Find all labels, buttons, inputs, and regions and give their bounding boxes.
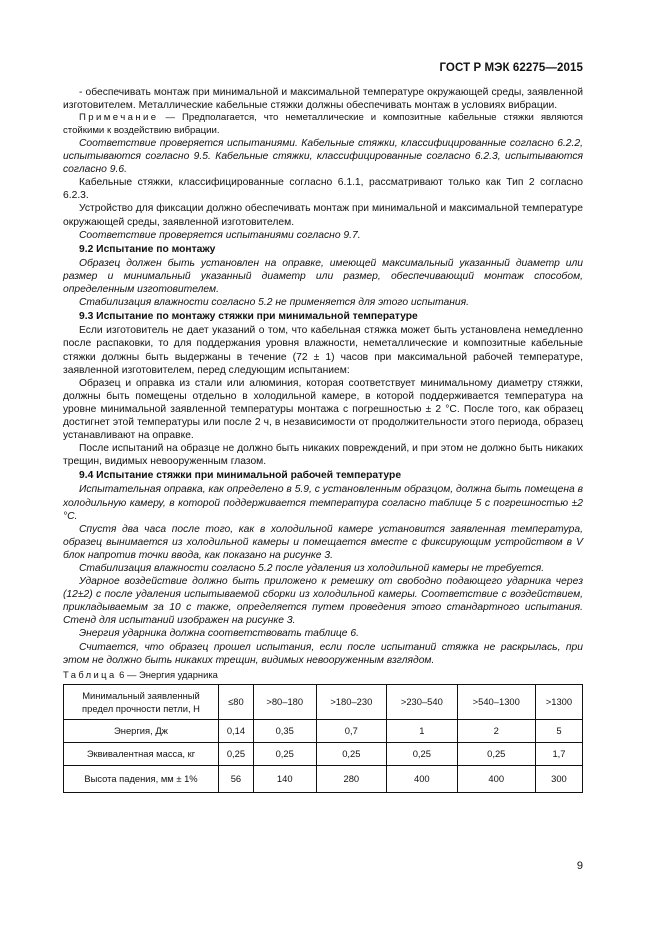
table-cell: 0,35: [253, 719, 316, 742]
table-header-cell: >230–540: [387, 684, 458, 719]
paragraph: Образец и оправка из стали или алюминия, которая соответствует минимальному диаметру стяжки, должны быть помещены отдельно в холодильной камере, в которой поддерживается температура на уровне минимальной заявленной температуры монтажа с погрешностью ± 2 °С. После того, как образец достигнет этой температуры или после 2 ч, в независимости от продолжительности этого периода, образец устанавливают на оправке.: [63, 377, 583, 442]
table-caption: [63, 668, 583, 681]
table-cell: 140: [253, 765, 316, 792]
section-heading-9-4: 9.4 Испытание стяжки при минимальной рабочей температуре: [79, 470, 402, 482]
paragraph: Испытательная оправка, как определено в 5.9, с установленным образцом, должна быть помещена в холодильную камеру, в которой поддерживается температура согласно таблице 5 с погрешностью ±2 °С.: [63, 484, 583, 522]
table-header-cell: >540–1300: [457, 684, 535, 719]
table-cell: 0,25: [253, 742, 316, 765]
table-cell: 5: [535, 719, 582, 742]
table-cell: 1: [387, 719, 458, 742]
note-label: Примечание: [79, 112, 159, 124]
table-caption-text: 6 — Энергия ударника: [116, 668, 218, 680]
table-header-cell: >1300: [535, 684, 582, 719]
paragraph: Если изготовитель не дает указаний о том, что кабельная стяжка может быть установлена немедленно после распаковки, то для поддержания уровня влажности, неметаллические и композитные кабельные стяжки должны быть выдержаны в течение (72 ± 1) часов при максимальной рабочей температуре, заявленной изготовителем, перед следующим испытанием:: [63, 325, 583, 376]
table-cell: 300: [535, 765, 582, 792]
page-number: 9: [576, 860, 583, 872]
table-cell: 0,14: [219, 719, 254, 742]
paragraph: Стабилизация влажности согласно 5.2 не применяется для этого испытания.: [79, 297, 469, 309]
table-cell: 0,25: [219, 742, 254, 765]
table-cell: 280: [316, 765, 387, 792]
table-header-cell: >80–180: [253, 684, 316, 719]
table-header-cell: Минимальный заявленный предел прочности петли, Н: [64, 684, 219, 719]
section-heading-9-2: 9.2 Испытание по монтажу: [79, 243, 216, 255]
paragraph: Образец должен быть установлен на оправке, имеющей максимальный указанный диаметр или размер и минимальный указанный диаметр или размер, обеспечивающий монтаж способом, определенным изготовителем.: [63, 257, 583, 296]
table-cell: 0,7: [316, 719, 387, 742]
table-row: [64, 742, 583, 765]
table-cell: Высота падения, мм ± 1%: [64, 765, 219, 792]
table-cell: 1,7: [535, 742, 582, 765]
paragraph: Энергия ударника должна соответствовать таблице 6.: [79, 628, 359, 640]
table-cell: 0,25: [316, 742, 387, 765]
paragraph: Спустя два часа после того, как в холодильной камере установится заявленная температура, образец вынимается из холодильной камеры и помещается вместе с фиксирующим устройством в V блок напротив точки ввода, как показано на рисунке 3.: [63, 523, 583, 561]
table-cell: 400: [387, 765, 458, 792]
paragraph: Кабельные стяжки, классифицированные согласно 6.1.1, рассматривают только как Тип 2 согласно 6.2.3.: [63, 177, 583, 202]
paragraph: Считается, что образец прошел испытания, если после испытаний стяжка не раскрылась, при этом не должно быть никаких трещин, видимых невооруженным взглядом.: [63, 641, 583, 666]
table-cell: Энергия, Дж: [64, 719, 219, 742]
table-cell: 56: [219, 765, 254, 792]
paragraph: Соответствие проверяется испытаниями. Кабельные стяжки, классифицированные согласно 6.2.2, испытываются согласно 9.5. Кабельные стяжки, классифицированные согласно 6.2.3, испытываются согласно 9.6.: [63, 138, 583, 176]
table-cell: 2: [457, 719, 535, 742]
page-content: [63, 86, 583, 793]
paragraph: После испытаний на образце не должно быть никаких повреждений, и при этом не должно быть никаких трещин, видимых невооруженным глазом.: [63, 443, 583, 468]
note: [63, 112, 583, 137]
page-header: ГОСТ Р МЭК 62275—2015: [439, 62, 583, 74]
table-header-row: [64, 684, 583, 719]
paragraph: Стабилизация влажности согласно 5.2 после удаления из холодильной камеры не требуется.: [79, 563, 545, 574]
table-cell: Эквивалентная масса, кг: [64, 742, 219, 765]
paragraph: - обеспечивать монтаж при минимальной и максимальной температуре окружающей среды, заявленной изготовителем. Металлические кабельные стяжки должны обеспечивать монтаж в условиях вибрации.: [63, 87, 583, 112]
table-cell: 400: [457, 765, 535, 792]
paragraph: Ударное воздействие должно быть приложено к ремешку от свободно подающего ударника через (12±2) с после удаления испытываемой сборки из холодильной камеры. Соответствие с воздействием, прикладываемым за 10 с также, определяется путем проведения этого стандартного испытания. Стенд для испытаний изображен на рисунке 3.: [63, 576, 583, 627]
table-cell: 0,25: [457, 742, 535, 765]
table-row: [64, 719, 583, 742]
note-text: — Предполагается, что неметаллические и композитные кабельные стяжки являются стойкими к воздействию вибрации.: [63, 112, 583, 136]
paragraph: Устройство для фиксации должно обеспечивать монтаж при минимальной и максимальной температуре окружающей среды, заявленной изготовителем.: [63, 203, 583, 228]
table-cell: 0,25: [387, 742, 458, 765]
table-header-cell: ≤80: [219, 684, 254, 719]
table-header-cell: >180–230: [316, 684, 387, 719]
table-caption-label: Таблица: [63, 668, 117, 680]
impact-energy-table: [63, 684, 583, 793]
paragraph: Соответствие проверяется испытаниями согласно 9.7.: [79, 229, 361, 241]
table-row: [64, 765, 583, 792]
section-heading-9-3: 9.3 Испытание по монтажу стяжки при минимальной температуре: [79, 311, 418, 323]
